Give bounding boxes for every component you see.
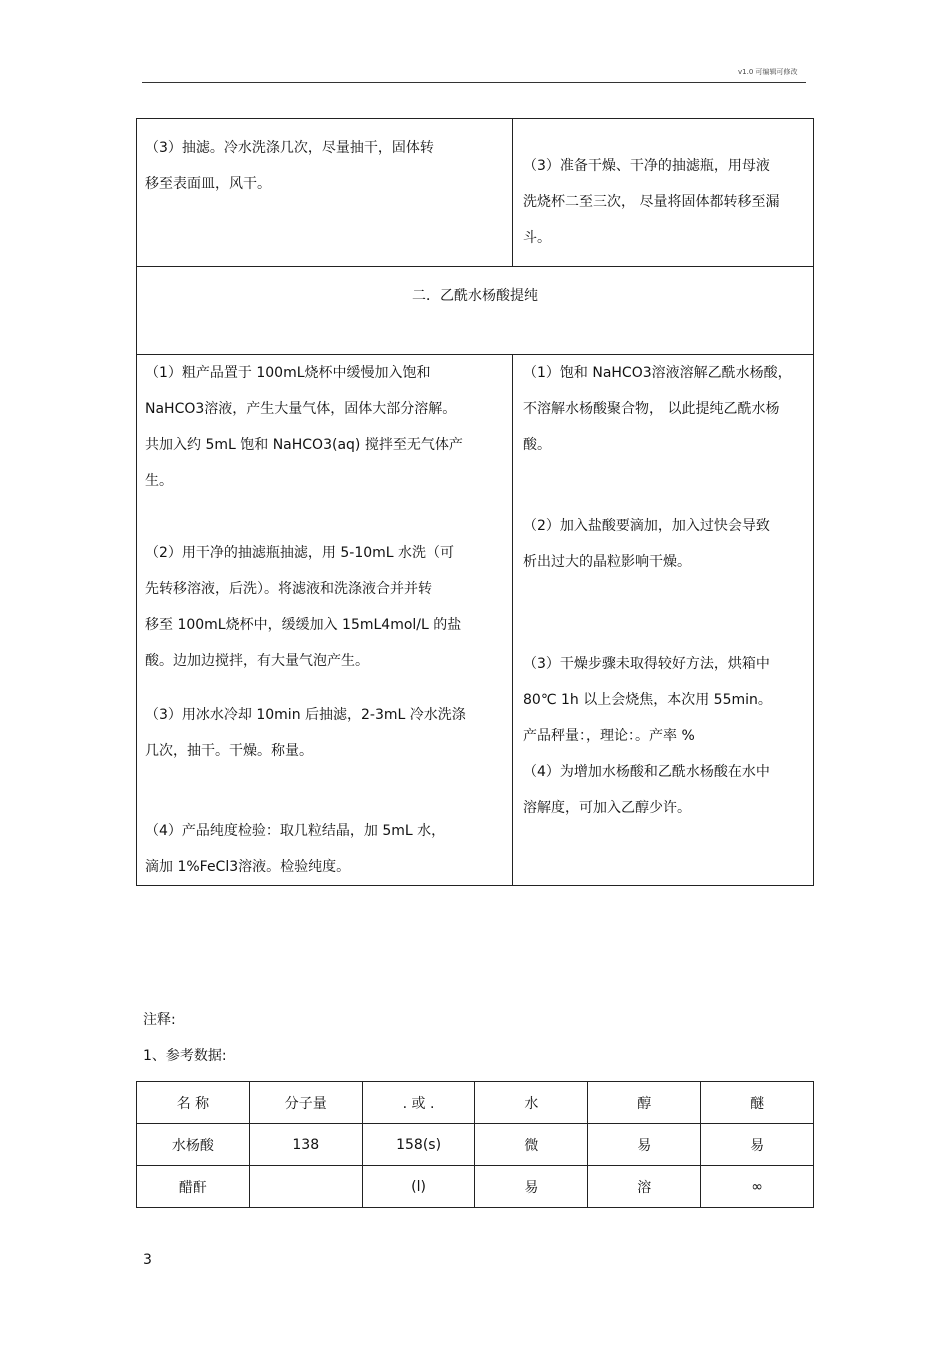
cell-line: （4）为增加水杨酸和乙酰水杨酸在水中 [523, 764, 770, 780]
header-version-text: v1.0 可编辑可修改 [738, 68, 798, 76]
table-row [137, 1124, 814, 1166]
table-cell: 158(s) [362, 1124, 475, 1166]
table-cell-left [137, 355, 513, 886]
table-cell-left [137, 119, 513, 267]
cell-line: 移至表面皿，风干。 [145, 176, 271, 192]
table-cell: 138 [249, 1124, 362, 1166]
cell-line: 不溶解水杨酸聚合物， 以此提纯乙酰水杨 [523, 401, 780, 417]
header-cell: 水 [475, 1082, 588, 1124]
page-number: 3 [143, 1252, 152, 1268]
table-cell: 溶 [588, 1166, 701, 1208]
header-cell: 名 称 [137, 1082, 250, 1124]
cell-line: 80℃ 1h 以上会烧焦，本次用 55min。 [523, 692, 772, 708]
cell-line: （3）准备干燥、干净的抽滤瓶，用母液 [523, 158, 770, 174]
table-row [137, 1166, 814, 1208]
reference-data-table [136, 1081, 814, 1208]
header-divider [142, 82, 806, 83]
cell-line: 共加入约 5mL 饱和 NaHCO3(aq) 搅拌至无气体产 [145, 437, 463, 453]
cell-line: 产品秤量：，理论：。产率 % [523, 728, 695, 744]
cell-line: 斗。 [523, 230, 551, 246]
cell-line: 先转移溶液，后洗）。将滤液和洗涤液合并并转 [145, 581, 432, 597]
cell-line: （3）抽滤。冷水洗涤几次，尽量抽干，固体转 [145, 140, 434, 156]
header-cell: 醚 [701, 1082, 814, 1124]
cell-line: （3）干燥步骤未取得较好方法，烘箱中 [523, 656, 770, 672]
cell-line: 酸。 [523, 437, 551, 453]
cell-line: 溶解度，可加入乙醇少许。 [523, 800, 691, 816]
cell-line: 移至 100mL烧杯中，缓缓加入 15mL4mol/L 的盐 [145, 617, 462, 633]
cell-line: 几次，抽干。干燥。称量。 [145, 743, 313, 759]
table-cell: (l) [362, 1166, 475, 1208]
section-title: 二．乙酰水杨酸提纯 [412, 288, 538, 304]
table-cell: 水杨酸 [137, 1124, 250, 1166]
cell-line: 洗烧杯二至三次， 尽量将固体都转移至漏 [523, 194, 780, 210]
header-cell: 醇 [588, 1082, 701, 1124]
cell-line: 滴加 1%FeCl3溶液。检验纯度。 [145, 859, 351, 875]
cell-line: （3）用冰水冷却 10min 后抽滤，2-3mL 冷水洗涤 [145, 707, 466, 723]
cell-line: （2）加入盐酸要滴加，加入过快会导致 [523, 518, 770, 534]
cell-line: 析出过大的晶粒影响干燥。 [523, 554, 691, 570]
section-title-cell [137, 267, 814, 355]
cell-line: 生。 [145, 473, 173, 489]
table-header-row [137, 1082, 814, 1124]
cell-line: （4）产品纯度检验：取几粒结晶，加 5mL 水， [145, 823, 446, 839]
table-cell: 易 [475, 1166, 588, 1208]
cell-line: NaHCO3溶液，产生大量气体，固体大部分溶解。 [145, 401, 457, 417]
reference-data-title: 1、参考数据: [143, 1048, 227, 1064]
cell-line: （1）饱和 NaHCO3溶液溶解乙酰水杨酸， [523, 365, 792, 381]
table-cell: 微 [475, 1124, 588, 1166]
notes-label: 注释: [143, 1012, 176, 1028]
table-row [137, 119, 814, 267]
cell-line: （2）用干净的抽滤瓶抽滤，用 5-10mL 水洗（可 [145, 545, 455, 561]
table-cell: 易 [701, 1124, 814, 1166]
cell-line: 酸。边加边搅拌，有大量气泡产生。 [145, 653, 369, 669]
table-cell-right [513, 355, 814, 886]
table-cell: ∞ [701, 1166, 814, 1208]
table-cell-right [513, 119, 814, 267]
table-cell: 易 [588, 1124, 701, 1166]
procedure-table [136, 118, 814, 886]
cell-line: （1）粗产品置于 100mL烧杯中缓慢加入饱和 [145, 365, 431, 381]
table-row [137, 267, 814, 355]
header-cell: . 或 . [362, 1082, 475, 1124]
header-cell: 分子量 [249, 1082, 362, 1124]
table-row [137, 355, 814, 886]
table-cell: 醋酐 [137, 1166, 250, 1208]
table-cell [249, 1166, 362, 1208]
